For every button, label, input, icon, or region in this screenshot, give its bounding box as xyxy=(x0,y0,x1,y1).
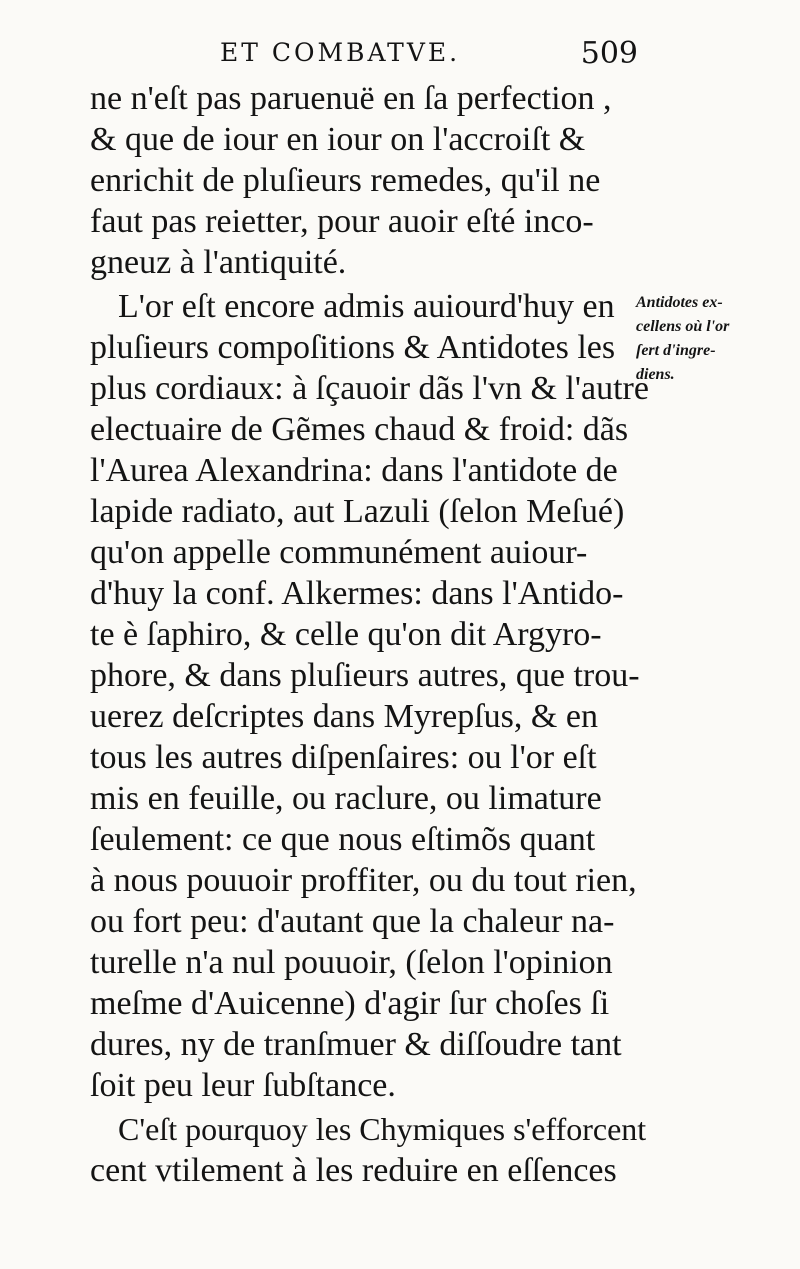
text-line: cent vtilement à les reduire en eſſences xyxy=(90,1152,617,1189)
marginal-note-line: ſert d'ingre- xyxy=(636,342,716,359)
text-line: lapide radiato, aut Lazuli (ſelon Meſué) xyxy=(90,493,625,530)
text-line: L'or eſt encore admis auiourd'huy en xyxy=(118,288,615,325)
text-line: gneuz à l'antiquité. xyxy=(90,244,347,281)
paragraph-3 xyxy=(90,1109,650,1191)
text-line: ne n'eſt pas paruenuë en ſa perfection , xyxy=(90,80,612,117)
text-line: C'eſt pourquoy les Chymiques s'efforcent xyxy=(118,1111,647,1147)
text-line: turelle n'a nul pouuoir, (ſelon l'opinion xyxy=(90,944,613,981)
paragraph-1 xyxy=(90,78,650,283)
text-line: dures, ny de tranſmuer & diſſoudre tant xyxy=(90,1026,622,1063)
text-line: faut pas reietter, pour auoir eſté inco- xyxy=(90,203,594,240)
text-line: à nous pouuoir proffiter, ou du tout rien, xyxy=(90,862,637,899)
page-header xyxy=(90,38,638,78)
text-line: mis en feuille, ou raclure, ou limature xyxy=(90,780,602,817)
text-line: l'Aurea Alexandrina: dans l'antidote de xyxy=(90,452,618,489)
running-title: ET COMBATVE. xyxy=(220,38,461,67)
marginal-note xyxy=(636,291,796,387)
text-line: ou fort peu: d'autant que la chaleur na- xyxy=(90,903,615,940)
text-line: phore, & dans pluſieurs autres, que trou- xyxy=(90,657,640,694)
marginal-note-line: cellens où l'or xyxy=(636,318,730,335)
body-text xyxy=(90,78,650,1191)
text-line: uerez deſcriptes dans Myrepſus, & en xyxy=(90,698,598,735)
text-line: ſeulement: ce que nous eſtimõs quant xyxy=(90,821,596,858)
paragraph-2 xyxy=(90,286,650,1106)
text-line: pluſieurs compoſitions & Antidotes les xyxy=(90,329,616,366)
text-line: & que de iour en iour on l'accroiſt & xyxy=(90,121,586,158)
text-line: meſme d'Auicenne) d'agir ſur choſes ſi xyxy=(90,985,610,1022)
text-line: electuaire de Gẽmes chaud & froid: dãs xyxy=(90,411,629,448)
marginal-note-line: Antidotes ex- xyxy=(636,294,723,311)
text-line: te è ſaphiro, & celle qu'on dit Argyro- xyxy=(90,616,602,653)
marginal-note-line: diens. xyxy=(636,366,675,383)
text-line: enrichit de pluſieurs remedes, qu'il ne xyxy=(90,162,601,199)
text-line: plus cordiaux: à ſçauoir dãs l'vn & l'autre xyxy=(90,370,649,407)
page-number: 509 xyxy=(580,36,638,71)
text-line: ſoit peu leur ſubſtance. xyxy=(90,1067,396,1104)
text-line: tous les autres diſpenſaires: ou l'or eſt xyxy=(90,739,597,776)
text-line: qu'on appelle communément auiour- xyxy=(90,534,588,571)
text-line: d'huy la conf. Alkermes: dans l'Antido- xyxy=(90,575,624,612)
